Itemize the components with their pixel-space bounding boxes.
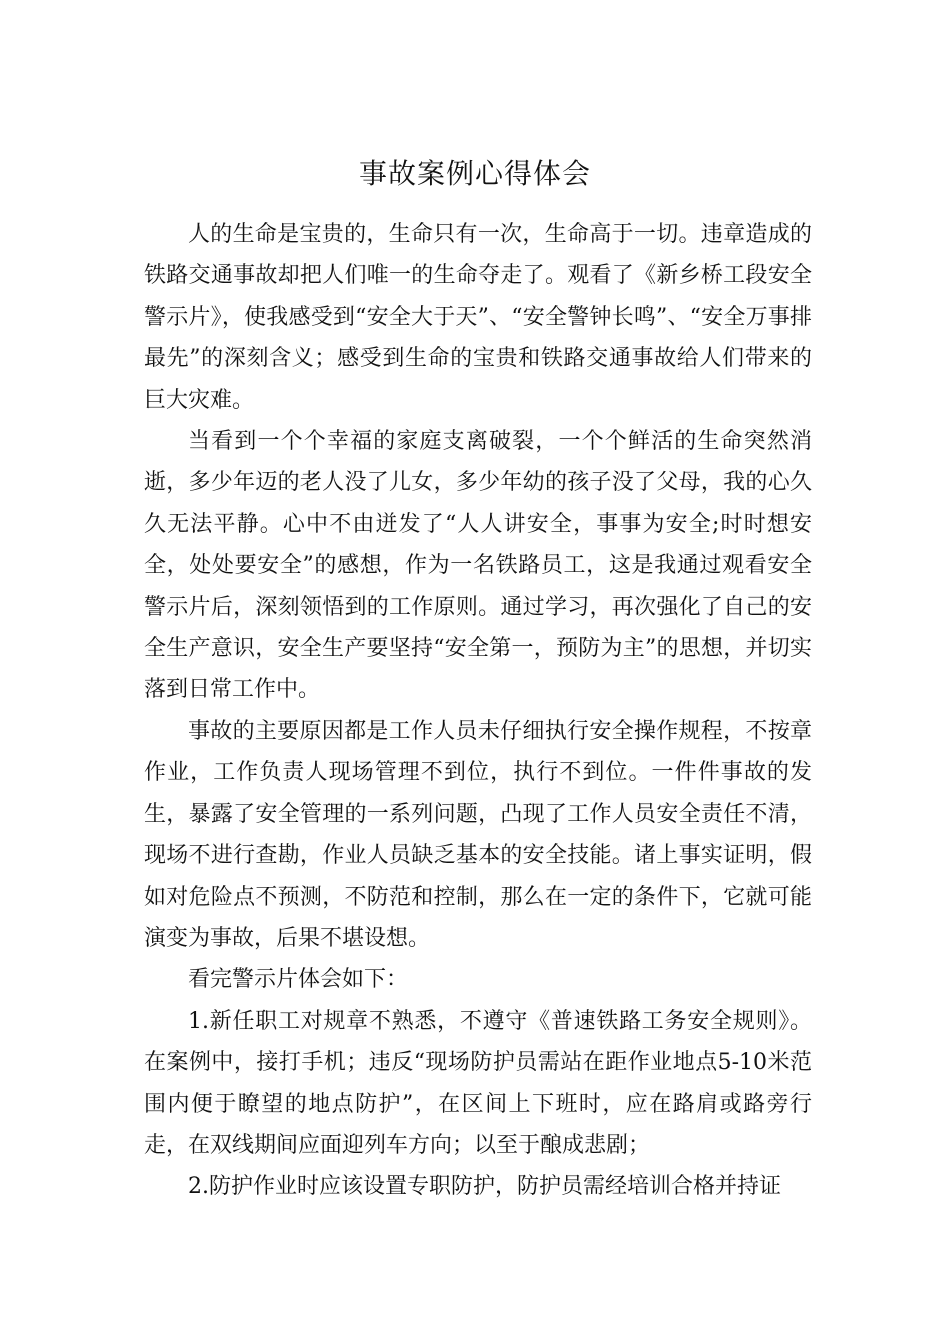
paragraph: 2.防护作业时应该设置专职防护，防护员需经培训合格并持证: [188, 1174, 781, 1200]
paragraph: 人的生命是宝贵的，生命只有一次，生命高于一切。违章造成的铁路交通事故却把人们唯一的生命夺走了。观看了《新乡桥工段安全警示片》，使我感受到“安全大于天”、“安全警钟长鸣”、“安全万事排最先”的深刻含义；感受到生命的宝贵和铁路交通事故给人们带来的巨大灾难。: [144, 222, 812, 413]
paragraph: 事故的主要原因都是工作人员未仔细执行安全操作规程，不按章作业，工作负责人现场管理不到位，执行不到位。一件件事故的发生，暴露了安全管理的一系列问题，凸现了工作人员安全责任不清，现场不进行查勘，作业人员缺乏基本的安全技能。诸上事实证明，假如对危险点不预测，不防范和控制，那么在一定的条件下，它就可能演变为事故，后果不堪设想。: [144, 718, 812, 951]
paragraph: 1.新任职工对规章不熟悉，不遵守《普速铁路工务安全规则》。在案例中，接打手机；违反“现场防护员需站在距作业地点5-10米范围内便于瞭望的地点防护”，在区间上下班时，应在路肩或路旁行走，在双线期间应面迎列车方向；以至于酿成悲剧；: [144, 1008, 812, 1158]
document-body: [144, 214, 812, 1208]
paragraph: 当看到一个个幸福的家庭支离破裂，一个个鲜活的生命突然消逝，多少年迈的老人没了儿女，多少年幼的孩子没了父母，我的心久久无法平静。心中不由迸发了“人人讲安全，事事为安全;时时想安全，处处要安全”的感想，作为一名铁路员工，这是我通过观看安全警示片后，深刻领悟到的工作原则。通过学习，再次强化了自己的安全生产意识，安全生产要坚持“安全第一，预防为主”的思想，并切实落到日常工作中。: [144, 429, 812, 703]
document-title: 事故案例心得体会: [358, 157, 591, 190]
paragraph: 看完警示片体会如下：: [188, 967, 409, 993]
